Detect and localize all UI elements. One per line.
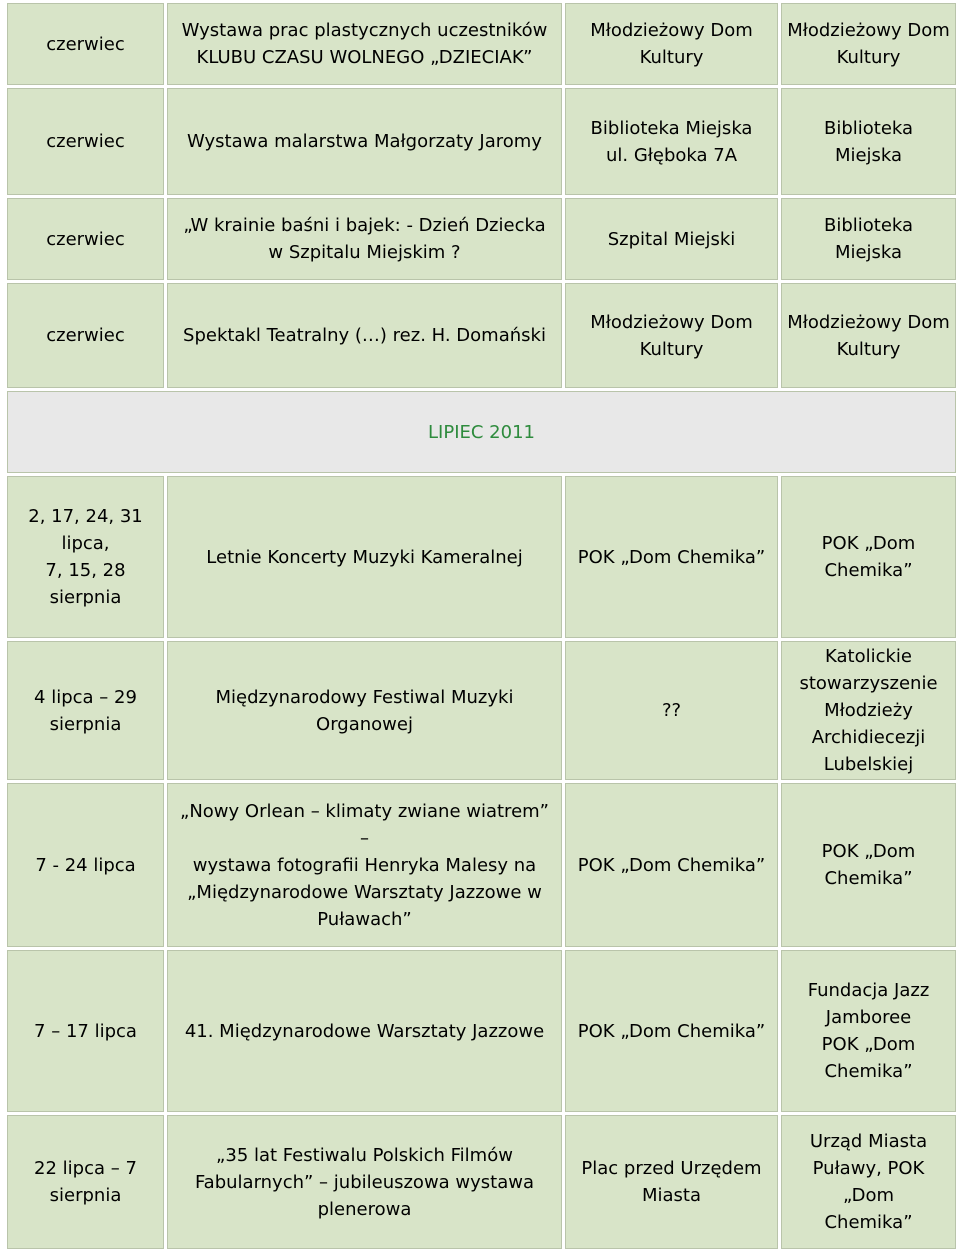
date-cell: 2, 17, 24, 31 lipca, 7, 15, 28 sierpnia: [6, 475, 166, 640]
event-cell: 41. Międzynarodowe Warsztaty Jazzowe: [166, 949, 564, 1114]
organizer-cell: Biblioteka Miejska: [780, 87, 958, 197]
date-cell: 7 – 17 lipca: [6, 949, 166, 1114]
event-cell: „35 lat Festiwalu Polskich Filmów Fabularnych” – jubileuszowa wystawa plenerowa: [166, 1114, 564, 1251]
event-cell: Wystawa malarstwa Małgorzaty Jaromy: [166, 87, 564, 197]
event-cell: Wystawa prac plastycznych uczestników KLUBU CZASU WOLNEGO „DZIECIAK”: [166, 2, 564, 87]
place-cell: POK „Dom Chemika”: [564, 949, 780, 1114]
month-header: LIPIEC 2011: [6, 390, 958, 475]
table-row: [6, 640, 958, 782]
date-cell: czerwiec: [6, 282, 166, 390]
event-cell: „Nowy Orlean – klimaty zwiane wiatrem” – wystawa fotografii Henryka Malesy na „Międzynarodowe Warsztaty Jazzowe w Puławach”: [166, 782, 564, 949]
place-cell: Biblioteka Miejska ul. Głęboka 7A: [564, 87, 780, 197]
table-row: [6, 197, 958, 282]
event-cell: Spektakl Teatralny (…) rez. H. Domański: [166, 282, 564, 390]
month-header-row: [6, 390, 958, 475]
place-cell: Plac przed Urzędem Miasta: [564, 1114, 780, 1251]
events-table: [4, 0, 959, 1252]
date-cell: czerwiec: [6, 2, 166, 87]
event-cell: Letnie Koncerty Muzyki Kameralnej: [166, 475, 564, 640]
date-cell: 7 - 24 lipca: [6, 782, 166, 949]
place-cell: Szpital Miejski: [564, 197, 780, 282]
date-cell: czerwiec: [6, 87, 166, 197]
place-cell: POK „Dom Chemika”: [564, 475, 780, 640]
place-cell: POK „Dom Chemika”: [564, 782, 780, 949]
place-cell: Młodzieżowy Dom Kultury: [564, 2, 780, 87]
organizer-cell: Młodzieżowy Dom Kultury: [780, 282, 958, 390]
date-cell: 22 lipca – 7 sierpnia: [6, 1114, 166, 1251]
table-row: [6, 2, 958, 87]
organizer-cell: POK „Dom Chemika”: [780, 475, 958, 640]
table-row: [6, 87, 958, 197]
organizer-cell: Katolickie stowarzyszenie Młodzieży Archidiecezji Lubelskiej: [780, 640, 958, 782]
table-row: [6, 949, 958, 1114]
date-cell: 4 lipca – 29 sierpnia: [6, 640, 166, 782]
event-cell: Międzynarodowy Festiwal Muzyki Organowej: [166, 640, 564, 782]
organizer-cell: POK „Dom Chemika”: [780, 782, 958, 949]
organizer-cell: Urząd Miasta Puławy, POK „Dom Chemika”: [780, 1114, 958, 1251]
date-cell: czerwiec: [6, 197, 166, 282]
table-row: [6, 475, 958, 640]
place-cell: Młodzieżowy Dom Kultury: [564, 282, 780, 390]
table-row: [6, 282, 958, 390]
place-cell: ??: [564, 640, 780, 782]
organizer-cell: Biblioteka Miejska: [780, 197, 958, 282]
organizer-cell: Młodzieżowy Dom Kultury: [780, 2, 958, 87]
table-row: [6, 782, 958, 949]
event-cell: „W krainie baśni i bajek: - Dzień Dziecka w Szpitalu Miejskim ?: [166, 197, 564, 282]
organizer-cell: Fundacja Jazz Jamboree POK „Dom Chemika”: [780, 949, 958, 1114]
